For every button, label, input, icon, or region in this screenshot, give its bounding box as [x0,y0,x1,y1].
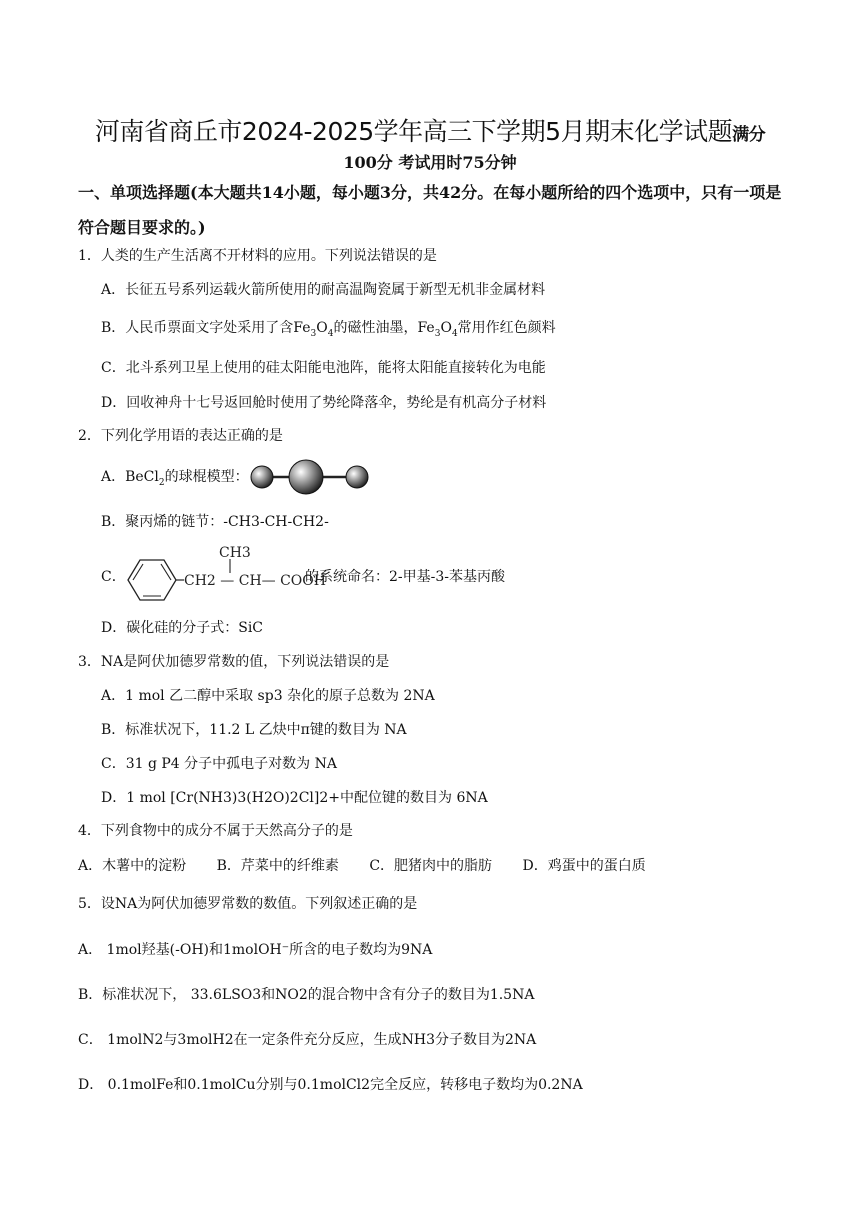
q2-stem: 2．下列化学用语的表达正确的是 [78,428,283,444]
q1-option-c: C．北斗系列卫星上使用的硅太阳能电池阵，能将太阳能直接转化为电能 [101,360,546,376]
q4-option-b: B．芹菜中的纤维素 [216,858,339,874]
title-main: 河南省商丘市2024-2025学年高三下学期5月期末化学试题 [94,117,733,146]
q4-option-a: A．木薯中的淀粉 [78,858,187,874]
q2-option-c-label: C． [101,569,126,585]
q3-option-c: C．31 g P4 分子中孤电子对数为 NA [101,756,337,772]
q2-option-c-text: 的系统命名：2-甲基-3-苯基丙酸 [305,569,506,585]
chain-label: CH2 — CH— COOH [184,573,326,589]
ball-stick-model-image [245,457,375,497]
q5-option-d: D． 0.1molFe和0.1molCu分别与0.1molCl2完全反应，转移电子数均为0.2NA [78,1077,583,1093]
q3-option-b: B．标准状况下，11.2 L 乙炔中π键的数目为 NA [101,722,407,738]
q5-option-c: C． 1molN2与3molH2在一定条件充分反应，生成NH3分子数目为2NA [78,1032,537,1048]
q2-option-b: B．聚丙烯的链节：-CH3-CH-CH2- [101,514,329,530]
q5-option-b: B．标准状况下， 33.6LSO3和NO2的混合物中含有分子的数目为1.5NA [78,987,535,1003]
q4-option-c: C．肥猪肉中的脂肪 [369,858,493,874]
q4-option-d: D．鸡蛋中的蛋白质 [522,858,646,874]
ch3-label: CH3 [219,545,251,561]
q1-stem: 1．人类的生产生活离不开材料的应用。下列说法错误的是 [78,248,437,264]
q4-stem: 4．下列食物中的成分不属于天然高分子的是 [78,823,353,839]
q5-stem: 5．设NA为阿伏加德罗常数的数值。下列叙述正确的是 [78,896,418,912]
section-heading: 一、单项选择题(本大题共14小题，每小题3分，共42分。在每小题所给的四个选项中，只有一项是符合题目要求的。) [78,183,782,237]
q4-options [78,855,672,875]
q2-option-d: D．碳化硅的分子式：SiC [101,620,264,636]
title-small: 满分 [732,125,766,145]
q3-option-d: D．1 mol [Cr(NH3)3(H2O)2Cl]2+中配位键的数目为 6NA [101,790,488,806]
page-title [0,112,860,148]
q3-option-a: A．1 mol 乙二醇中采取 sp3 杂化的原子总数为 2NA [101,688,435,704]
q2-option-a: A．BeCl$_2$的球棍模型： [101,469,249,488]
q5-option-a: A． 1mol羟基(-OH)和1molOH⁻所含的电子数均为9NA [78,942,433,958]
exam-info: 100分 考试用时75分钟 [343,153,517,172]
q1-option-b: B．人民币票面文字处采用了含$Fe_3O_4$的磁性油墨，$Fe_3O_4$常用作红色颜料 [101,320,556,339]
benzene-structure-image [120,545,326,605]
q3-stem: 3．NA是阿伏加德罗常数的值，下列说法错误的是 [78,654,390,670]
q1-option-a: A．长征五号系列运载火箭所使用的耐高温陶瓷属于新型无机非金属材料 [101,282,546,298]
q1-option-d: D．回收神舟十七号返回舱时使用了势纶降落伞，势纶是有机高分子材料 [101,395,547,411]
